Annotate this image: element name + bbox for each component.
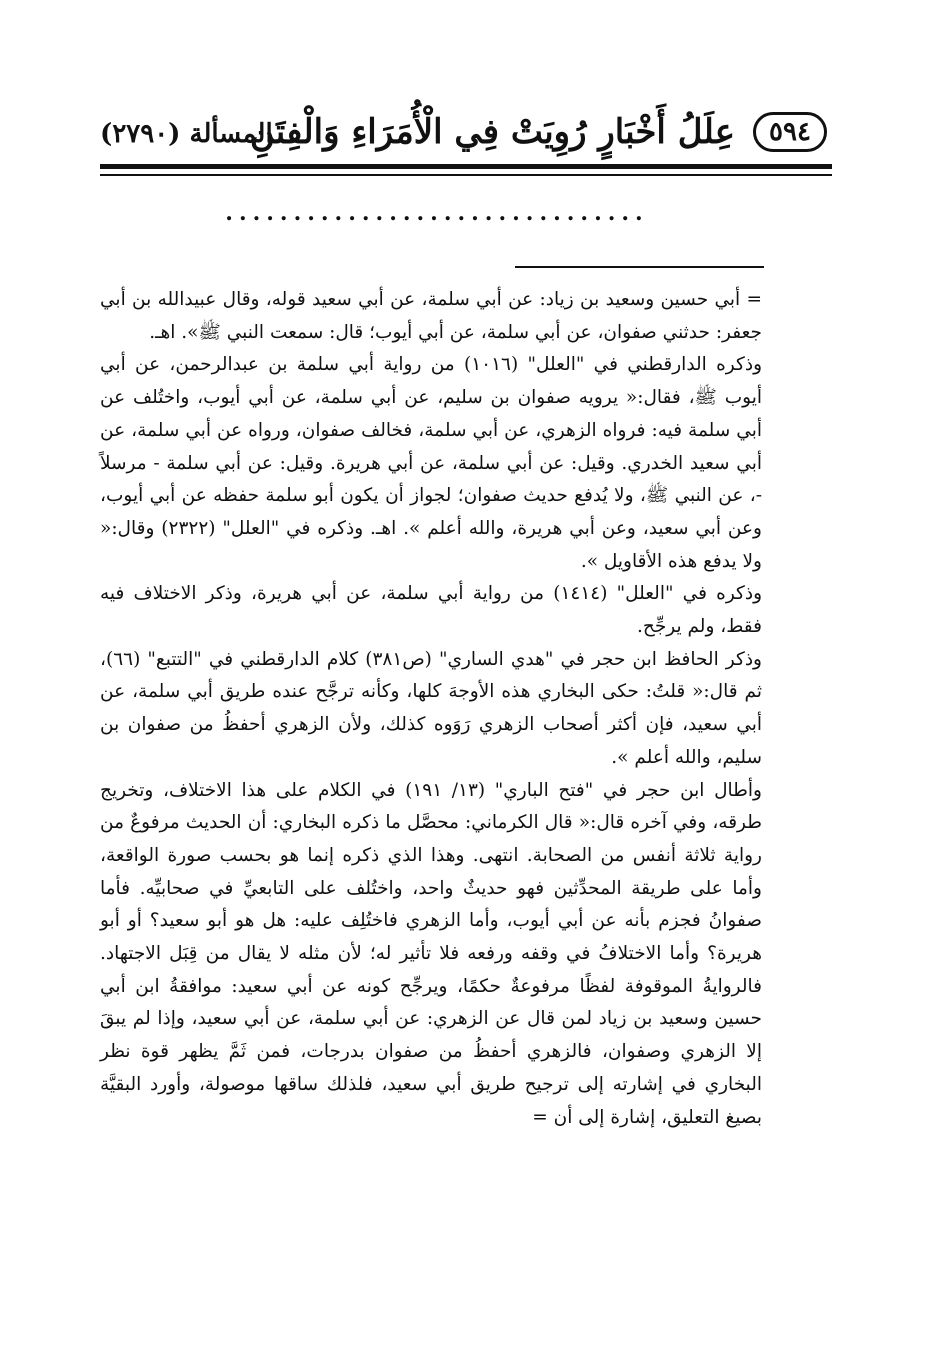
paragraph: وذكره في "العلل" (١٤١٤) من رواية أبي سلمة، عن أبي هريرة، وذكر الاختلاف فيه فقط، ولم يرجِّح. [100,583,763,638]
header-rule-thick [100,164,832,169]
separator-dots: ............................... [225,200,649,226]
page-header [100,108,827,166]
paragraph: وأطال ابن حجر في "فتح الباري" (١٣/ ١٩١) في الكلام على هذا الاختلاف، وتخريج طرقه، وفي آخره قال:« قال الكرماني: محصَّل ما ذكره البخاري: أن الحديث مرفوعٌ من رواية ثلاثة أنفس من الصحابة. انتهى. وهذا الذي ذكره إنما هو بحسب صورة الواقعة، وأما على طريقة المحدِّثين فهو حديثٌ واحد، واختُلف على التابعيِّ في صحابيِّه. فأما صفوانُ فجزم بأنه عن أبي أيوب، وأما الزهري فاختُلِف عليه: هل هو أبو سعيد؟ أو أبو هريرة؟ وأما الاختلافُ في وقفه ورفعه فلا تأثير له؛ لأن مثله لا يقال من قِبَل الاجتهاد. فالروايةُ الموقوفة لفظًا مرفوعةٌ حكمًا، ويرجِّح كونه عن أبي سعيد: موافقةُ ابن أبي حسين وسعيد بن زياد لمن قال عن الزهري: عن أبي سلمة، عن أبي سعيد، وإذا لم يبقَ إلا الزهري وصفوان، فالزهري أحفظُ من صفوان بدرجات، فمن ثَمَّ يظهر قوة نظر البخاري في إشارته إلى ترجيح طريق أبي سعيد، فلذلك ساقها موصولة، وأورد البقيَّة بصيغ التعليق، إشارة إلى أن = [100,779,762,1128]
header-rule-thin [100,174,832,176]
paragraph: = أبي حسين وسعيد بن زياد: عن أبي سلمة، عن أبي سعيد قوله، وقال عبيدالله بن أبي جعفر: حدثني صفوان، عن أبي سلمة، عن أبي أيوب؛ قال: سمعت النبي ﷺ». اهـ. [100,289,762,343]
paragraph: وذكره الدارقطني في "العلل" (١٠١٦) من رواية أبي سلمة بن عبدالرحمن، عن أبي أيوب ﷺ، فقال:« يرويه صفوان بن سليم، عن أبي سلمة، عن أبي أيوب، واختُلف عن أبي سلمة فيه: فرواه الزهري، عن أبي سلمة، فخالف صفوان، ورواه عن أبي سلمة، عن أبي سعيد الخدري. وقيل: عن أبي سلمة، عن أبي هريرة. وقيل: عن أبي سلمة - مرسلاً -، عن النبي ﷺ، ولا يُدفع حديث صفوان؛ لجواز أن يكون أبو سلمة حفظه عن أبي أيوب، وعن أبي سعيد، وعن أبي هريرة، والله أعلم ». اهـ. وذكره في "العلل" (٢٣٢٢) وقال:« ولا يدفع هذه الأقاويل ». [100,354,762,572]
issue-number: المسألة (٢٧٩٠) [100,119,273,149]
page-number: ٥٩٤ [753,112,827,152]
footnote-rule [515,266,764,268]
book-title: عِلَلُ أَخْبَارٍ رُوِيَتْ فِي الْأُمَرَاءِ وَالْفِتَنِ [249,112,735,152]
footnote-body [100,284,762,1134]
paragraph: وذكر الحافظ ابن حجر في "هدي الساري" (ص٣٨١) كلام الدارقطني في "التتبع" (٦٦)، ثم قال:« قلتُ: حكى البخاري هذه الأوجهَ كلها، وكأنه ترجَّح عنده طريق أبي سلمة، عن أبي سعيد، فإن أكثر أصحاب الزهري رَوَوه كذلك، ولأن الزهري أحفظُ من صفوان بن سليم، والله أعلم ». [100,648,762,768]
